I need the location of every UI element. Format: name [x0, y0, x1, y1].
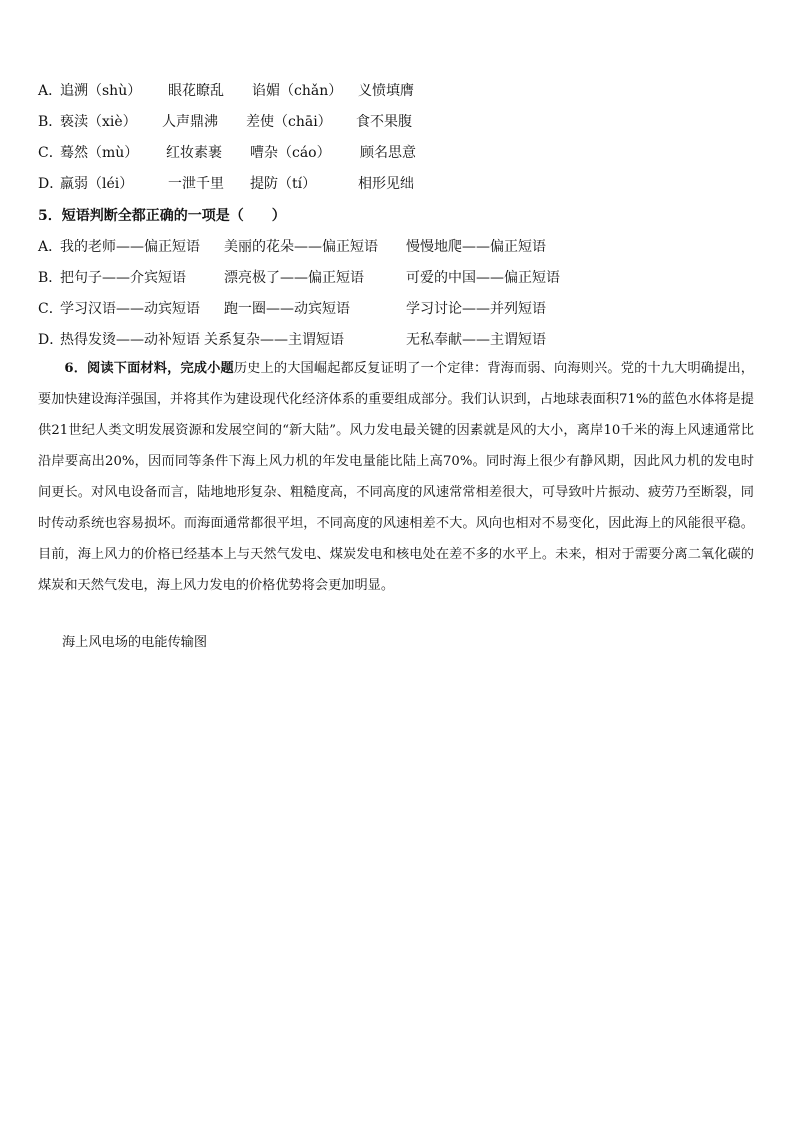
option-item: 蓦然（mù） — [60, 145, 139, 161]
option-item: 漂亮极了——偏正短语 — [224, 270, 364, 286]
option-item: 提防（tí） — [250, 176, 317, 192]
option-item: 人声鼎沸 — [162, 114, 218, 130]
option-item: 羸弱（léi） — [60, 176, 134, 192]
option-item: 学习汉语——动宾短语 — [60, 301, 200, 317]
option-label: D． — [38, 332, 64, 348]
option-item: 无私奉献——主谓短语 — [406, 332, 546, 348]
option-item: 跑一圈——动宾短语 — [224, 301, 350, 317]
option-item: 一泄千里 — [168, 176, 224, 192]
option-item: 把句子——介宾短语 — [60, 270, 186, 286]
option-item: 慢慢地爬——偏正短语 — [406, 239, 546, 255]
option-label: D． — [38, 176, 64, 192]
option-label: B． — [38, 270, 63, 286]
q6-passage-text: 历史上的大国崛起都反复证明了一个定律：背海而弱、向海则兴。党的十九大明确提出，要加快建设海洋强国，并将其作为建设现代化经济体系的重要组成部分。我们认识到，占地球表面积71%的蓝色水体将是提供21世纪人类文明发展资源和发展空间的“新大陆”。风力发电最关键的因素就是风的大小，离岸10千米的海上风速通常比沿岸要高出20%，因而同等条件下海上风力机的年发电量能比陆上高70%。同时海上很少有静风期，因此风力机的发电时间更长。对风电设备而言，陆地地形复杂、粗糙度高，不同高度的风速常常相差很大，可导致叶片振动、疲劳乃至断裂，同时传动系统也容易损坏。而海面通常都很平坦，不同高度的风速相差不大。风向也相对不易变化，因此海上的风能很平稳。目前，海上风力的价格已经基本上与天然气发电、煤炭发电和核电处在差不多的水平上。未来，相对于需要分离二氧化碳的煤炭和天然气发电，海上风力发电的价格优势将会更加明显。 — [38, 361, 754, 593]
option-label: C． — [38, 301, 63, 317]
q5-stem: 5．短语判断全都正确的一项是（ ） — [38, 208, 286, 224]
option-item: 谄媚（chǎn） — [252, 83, 343, 99]
figure-caption: 海上风电场的电能传输图 — [62, 635, 208, 650]
option-label: C． — [38, 145, 63, 161]
option-label: B． — [38, 114, 63, 130]
option-item: 顾名思意 — [360, 145, 416, 161]
option-label: A． — [38, 239, 63, 255]
q6-paragraph — [38, 353, 754, 601]
option-item: 热得发烫——动补短语 — [60, 332, 200, 348]
option-item: 嘈杂（cáo） — [250, 145, 331, 161]
option-item: 食不果腹 — [356, 114, 412, 130]
q6-intro: 6．阅读下面材料，完成小题 — [64, 361, 234, 376]
option-label: A． — [38, 83, 63, 99]
option-item: 差使（chāi） — [246, 114, 332, 130]
option-item: 红妆素裹 — [166, 145, 222, 161]
q6-passage — [38, 353, 754, 601]
option-item: 亵渎（xiè） — [60, 114, 137, 130]
option-item: 可爱的中国——偏正短语 — [406, 270, 560, 286]
option-item: 眼花瞭乱 — [168, 83, 224, 99]
option-item: 学习讨论——并列短语 — [406, 301, 546, 317]
option-item: 追溯（shù） — [60, 83, 142, 99]
option-item: 关系复杂——主谓短语 — [204, 332, 344, 348]
option-item: 相形见绌 — [358, 176, 414, 192]
option-item: 我的老师——偏正短语 — [60, 239, 200, 255]
option-item: 美丽的花朵——偏正短语 — [224, 239, 378, 255]
option-item: 义愤填膺 — [358, 83, 414, 99]
